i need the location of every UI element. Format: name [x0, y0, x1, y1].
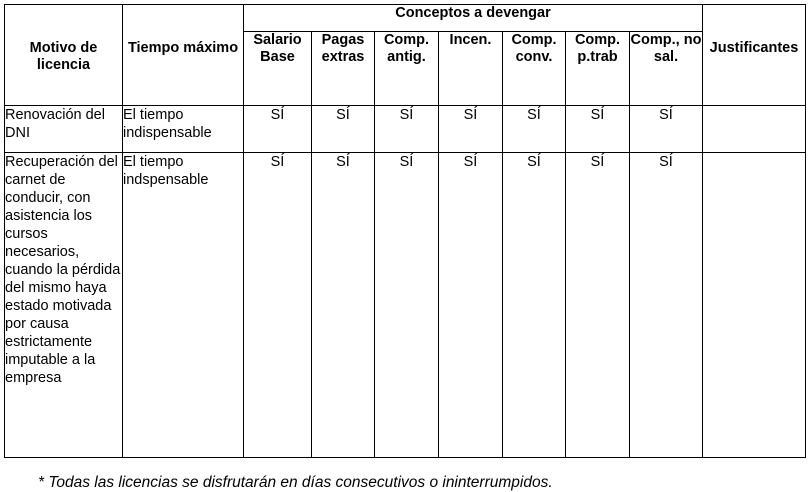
- cell-value: SÍ: [244, 153, 312, 458]
- cell-value: SÍ: [503, 153, 566, 458]
- cell-value: SÍ: [312, 106, 375, 153]
- cell-value: SÍ: [566, 106, 630, 153]
- cell-justificantes: [703, 153, 806, 458]
- cell-motivo: Recuperación del carnet de conducir, con asistencia los cursos necesarios, cuando la pérdida del mismo haya estado motivada por causa estrictamente imputable a la empresa: [5, 153, 123, 458]
- header-motivo: Motivo de licencia: [5, 5, 123, 106]
- header-concept-comp-conv: Comp. conv.: [503, 32, 566, 106]
- cell-value: SÍ: [630, 106, 703, 153]
- cell-value: SÍ: [630, 153, 703, 458]
- header-concept-pagas-extras: Pagas extras: [312, 32, 375, 106]
- cell-value: SÍ: [503, 106, 566, 153]
- header-concept-comp-ptrab: Comp. p.trab: [566, 32, 630, 106]
- cell-value: SÍ: [244, 106, 312, 153]
- header-concept-salario-base: Salario Base: [244, 32, 312, 106]
- header-concept-comp-no-sal: Comp., no sal.: [630, 32, 703, 106]
- cell-value: SÍ: [439, 153, 503, 458]
- cell-motivo: Renovación del DNI: [5, 106, 123, 153]
- footnote: * Todas las licencias se disfrutarán en días consecutivos o ininterrumpidos.: [38, 474, 553, 491]
- licencias-table: [4, 4, 806, 458]
- header-concept-comp-antig: Comp. antig.: [375, 32, 439, 106]
- header-justificantes: Justificantes: [703, 5, 806, 106]
- table-row: [5, 153, 806, 458]
- cell-tiempo: El tiempo indspensable: [123, 153, 244, 458]
- cell-tiempo: El tiempo indispensable: [123, 106, 244, 153]
- cell-justificantes: [703, 106, 806, 153]
- cell-value: SÍ: [375, 106, 439, 153]
- table-row: [5, 106, 806, 153]
- cell-value: SÍ: [375, 153, 439, 458]
- header-conceptos: Conceptos a devengar: [244, 5, 703, 32]
- cell-value: SÍ: [439, 106, 503, 153]
- cell-value: SÍ: [566, 153, 630, 458]
- header-tiempo: Tiempo máximo: [123, 5, 244, 106]
- header-concept-incen: Incen.: [439, 32, 503, 106]
- cell-value: SÍ: [312, 153, 375, 458]
